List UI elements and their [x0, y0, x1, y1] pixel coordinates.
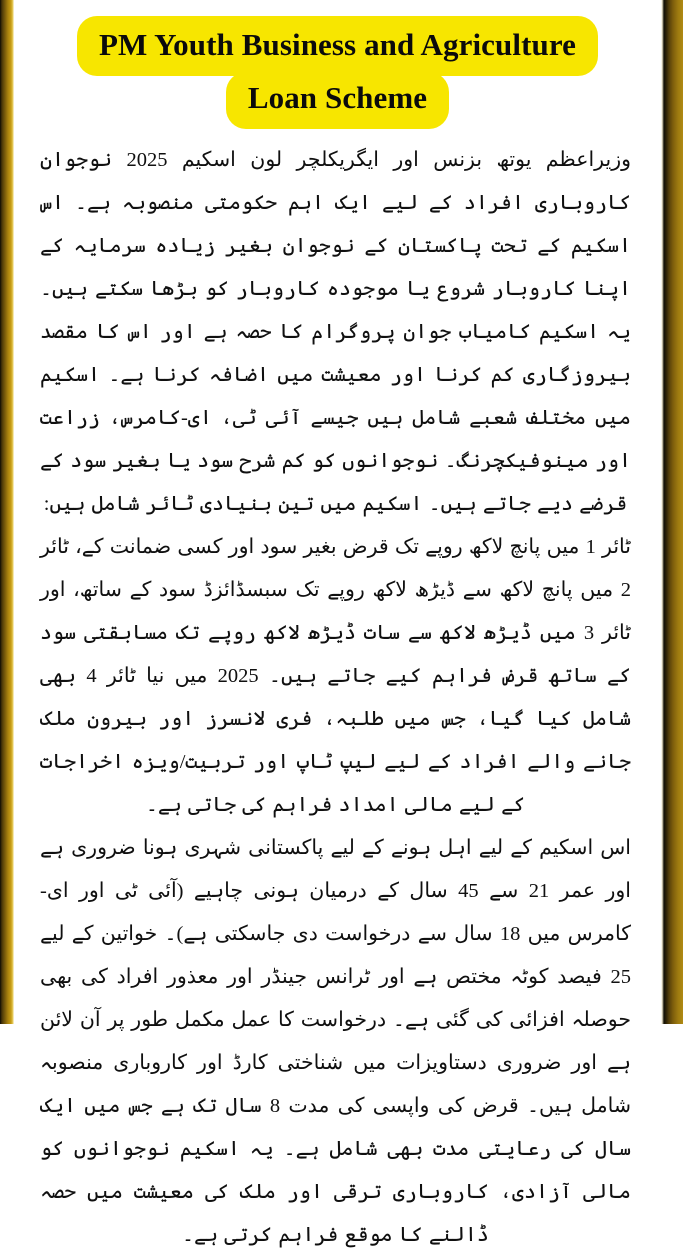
- body-paragraph-3: اس اسکیم کے لیے اہل ہونے کے لیے پاکستانی شہری ہونا ضروری ہے اور عمر 21 سے 45 سال کے درمیان ہونی چاہیے (آئی ٹی اور ای-کامرس میں 18 سال سے درخواست دی جاسکتی ہے)۔ خواتین کے لیے 25 فیصد کوٹہ مختص ہے اور ٹرانس جینڈر اور معذور افراد کی بھی حوصلہ افزائی کی گئی ہے۔ درخواست کا عمل مکمل طور پر آن لائن ہے اور ضروری دستاویزات میں شناختی کارڈ اور کاروباری منصوبہ شامل ہیں۔ قرض کی واپسی کی مدت 8 سال تک ہے جس میں ایک سال کی رعایتی مدت بھی شامل ہے۔ یہ اسکیم نوجوانوں کو مالی آزادی، کاروباری ترقی اور ملک کی معیشت میں حصہ ڈالنے کا موقع فراہم کرتی ہے۔: [40, 837, 632, 1247]
- right-gold-border: [661, 0, 683, 1024]
- content-column: [14, 0, 661, 1247]
- left-gold-border: [0, 0, 14, 1024]
- body-paragraph-2: ٹائر 1 میں پانچ لاکھ روپے تک قرض بغیر سود اور کسی ضمانت کے، ٹائر 2 میں پانچ لاکھ سے ڈیڑھ لاکھ روپے تک سبسڈائزڈ سود کے ساتھ، اور ٹائر 3 میں ڈیڑھ لاکھ سے سات ڈیڑھ لاکھ روپے تک مسابقتی سود کے ساتھ قرض فراہم کیے جاتے ہیں۔ 2025 میں نیا ٹائر 4 بھی شامل کیا گیا، جس میں طلبہ، فری لانسرز اور بیرون ملک جانے والے افراد کے لیے لیپ ٹاپ اور تربیت/ویزہ اخراجات کے لیے مالی امداد فراہم کی جاتی ہے۔: [40, 536, 632, 817]
- title-line-1-text: PM Youth Business and Agriculture: [77, 16, 598, 76]
- page-title: [14, 0, 661, 135]
- body-paragraph-1: وزیراعظم یوتھ بزنس اور ایگریکلچر لون اسکیم 2025 نوجوان کاروباری افراد کے لیے ایک اہم حکومتی منصوبہ ہے۔ اس اسکیم کے تحت پاکستان کے نوجوان بغیر زیادہ سرمایہ کے اپنا کاروبار شروع یا موجودہ کاروبار کو بڑھا سکتے ہیں۔ یہ اسکیم کامیاب جوان پروگرام کا حصہ ہے اور اس کا مقصد بیروزگاری کم کرنا اور معیشت میں اضافہ کرنا ہے۔ اسکیم میں مختلف شعبے شامل ہیں جیسے آئی ٹی، ای-کامرس، زراعت اور مینوفیکچرنگ۔ نوجوانوں کو کم شرح سود یا بغیر سود کے قرضے دیے جاتے ہیں۔ اسکیم میں تین بنیادی ٹائر شامل ہیں:: [40, 149, 631, 516]
- title-line-2: [38, 72, 637, 129]
- title-text: [38, 16, 637, 129]
- title-line-1: [38, 16, 637, 76]
- article-body: [14, 135, 661, 1257]
- title-line-2-text: Loan Scheme: [226, 72, 449, 129]
